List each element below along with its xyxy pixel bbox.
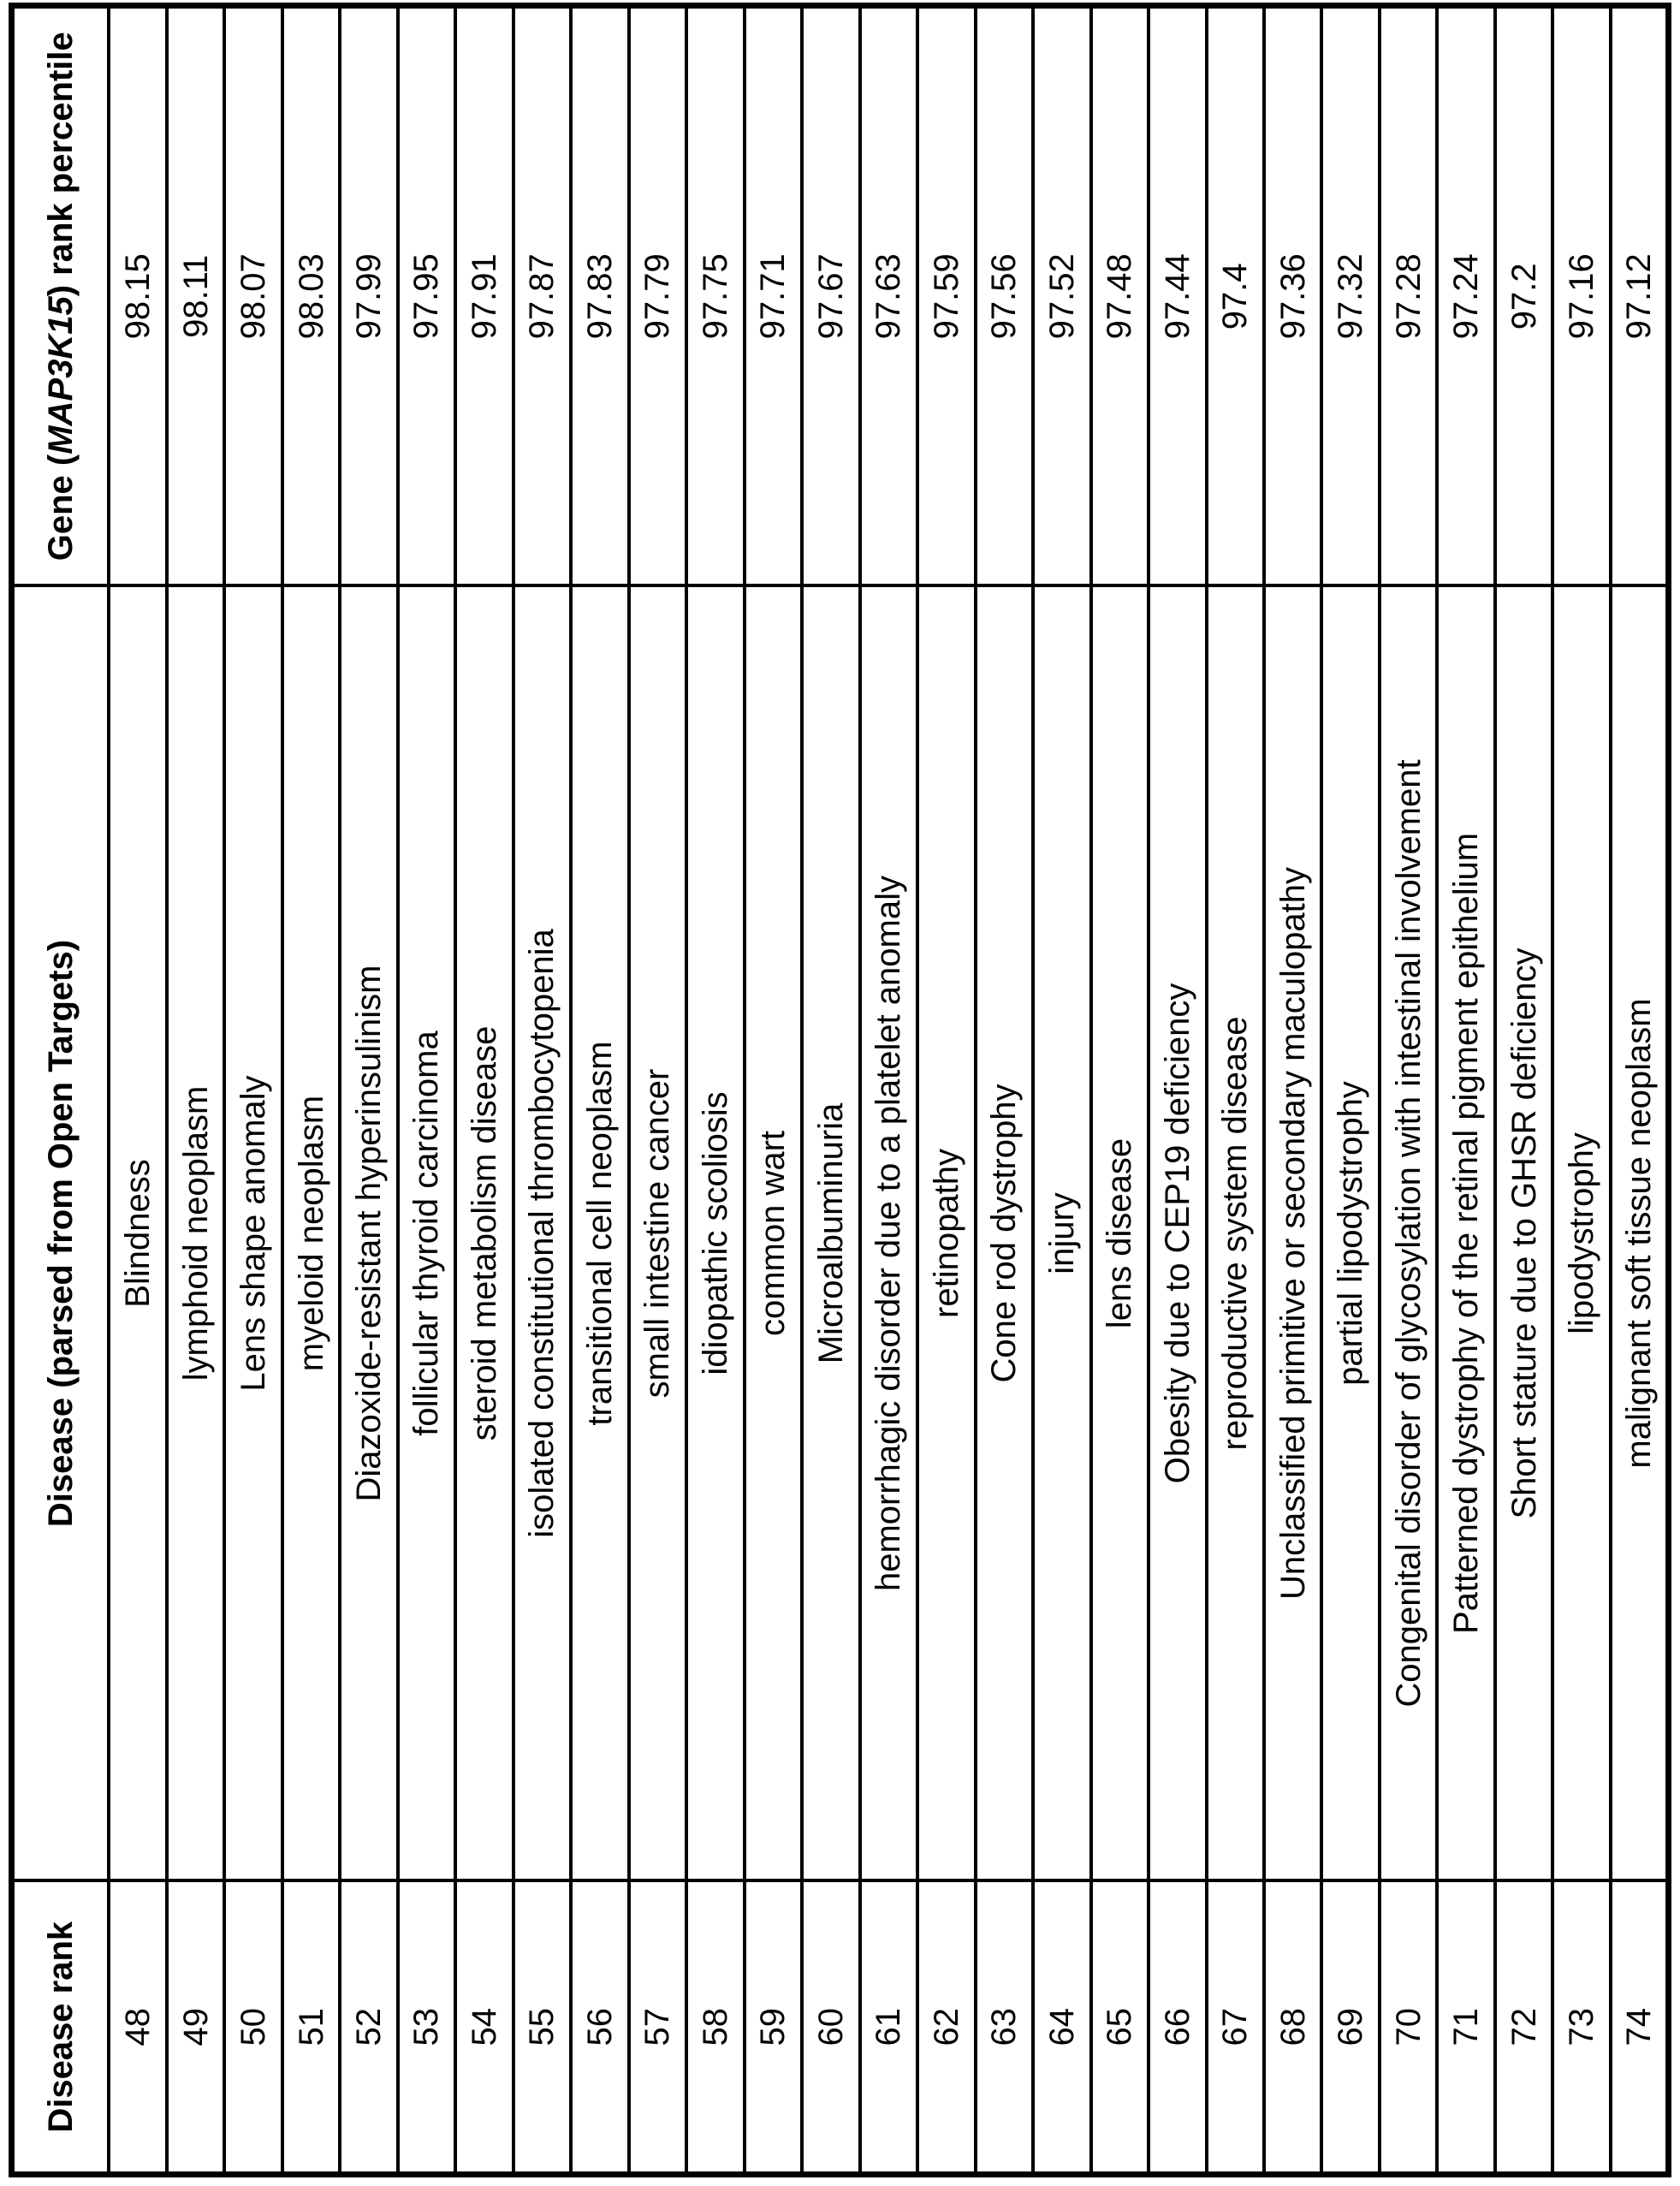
rank-cell: 64 [1033,1881,1090,2175]
table-row [860,6,917,2175]
disease-cell: Lens shape anomaly [224,586,282,1881]
percentile-cell: 97.24 [1437,6,1494,586]
rank-cell: 73 [1552,1881,1610,2175]
disease-cell: Obesity due to CEP19 deficiency [1149,586,1206,1881]
percentile-cell: 97.2 [1495,6,1552,586]
rank-cell: 60 [802,1881,859,2175]
table-row [1321,6,1379,2175]
header-row [12,6,110,2175]
table-row [1033,6,1090,2175]
disease-cell: common wart [745,586,802,1881]
rank-cell: 52 [340,1881,397,2175]
percentile-cell: 97.67 [802,6,859,586]
rank-cell: 71 [1437,1881,1494,2175]
percentile-cell: 97.36 [1264,6,1321,586]
percentile-cell: 97.75 [686,6,744,586]
table-row [340,6,397,2175]
table-row [976,6,1033,2175]
disease-cell: Unclassified primitive or secondary maculopathy [1264,586,1321,1881]
table-row [1437,6,1494,2175]
disease-cell: follicular thyroid carcinoma [398,586,455,1881]
disease-cell: Blindness [109,586,166,1881]
rank-cell: 57 [629,1881,686,2175]
table-row [398,6,455,2175]
disease-cell: retinopathy [917,586,975,1881]
disease-cell: idiopathic scoliosis [686,586,744,1881]
rank-cell: 68 [1264,1881,1321,2175]
disease-cell: small intestine cancer [629,586,686,1881]
rank-cell: 59 [745,1881,802,2175]
percentile-cell: 97.12 [1611,6,1669,586]
rank-cell: 51 [282,1881,340,2175]
gene-header-prefix: Gene ( [42,454,80,561]
rank-cell: 66 [1149,1881,1206,2175]
percentile-cell: 97.63 [860,6,917,586]
percentile-cell: 97.79 [629,6,686,586]
rank-cell: 56 [571,1881,628,2175]
rank-cell: 61 [860,1881,917,2175]
disease-cell: Congenital disorder of glycosylation with intestinal involvement [1380,586,1437,1881]
table-row [1149,6,1206,2175]
percentile-cell: 97.16 [1552,6,1610,586]
header-disease: Disease (parsed from Open Targets) [12,586,110,1881]
disease-cell: isolated constitutional thrombocytopenia [513,586,571,1881]
rank-cell: 55 [513,1881,571,2175]
table-row [282,6,340,2175]
rank-cell: 74 [1611,1881,1669,2175]
rank-cell: 65 [1091,1881,1149,2175]
table-row [917,6,975,2175]
disease-gene-rank-table [9,3,1671,2177]
percentile-cell: 97.83 [571,6,628,586]
gene-name-italic: MAP3K15 [42,296,80,454]
percentile-cell: 98.07 [224,6,282,586]
rank-cell: 67 [1207,1881,1264,2175]
table-row [1264,6,1321,2175]
disease-cell: lens disease [1091,586,1149,1881]
disease-cell: Short stature due to GHSR deficiency [1495,586,1552,1881]
gene-header-suffix: ) rank percentile [42,32,80,297]
disease-cell: myeloid neoplasm [282,586,340,1881]
percentile-cell: 98.03 [282,6,340,586]
percentile-cell: 97.52 [1033,6,1090,586]
percentile-cell: 97.4 [1207,6,1264,586]
table-row [745,6,802,2175]
table-row [1207,6,1264,2175]
disease-cell: lymphoid neoplasm [167,586,224,1881]
percentile-cell: 97.32 [1321,6,1379,586]
rotated-table-wrapper [9,9,1671,2177]
percentile-cell: 97.59 [917,6,975,586]
table-row [109,6,166,2175]
table-row [1495,6,1552,2175]
percentile-cell: 98.11 [167,6,224,586]
disease-cell: malignant soft tissue neoplasm [1611,586,1669,1881]
disease-cell: reproductive system disease [1207,586,1264,1881]
table-row [513,6,571,2175]
rank-cell: 69 [1321,1881,1379,2175]
disease-cell: partial lipodystrophy [1321,586,1379,1881]
table-row [1611,6,1669,2175]
disease-cell: hemorrhagic disorder due to a platelet anomaly [860,586,917,1881]
table-row [455,6,513,2175]
percentile-cell: 97.48 [1091,6,1149,586]
percentile-cell: 98.15 [109,6,166,586]
rank-cell: 62 [917,1881,975,2175]
disease-cell: steroid metabolism disease [455,586,513,1881]
disease-cell: injury [1033,586,1090,1881]
rank-cell: 70 [1380,1881,1437,2175]
percentile-cell: 97.28 [1380,6,1437,586]
disease-cell: Microalbuminuria [802,586,859,1881]
rank-cell: 72 [1495,1881,1552,2175]
table-body [12,6,1669,2175]
percentile-cell: 97.71 [745,6,802,586]
header-disease-rank: Disease rank [12,1881,110,2175]
rank-cell: 50 [224,1881,282,2175]
percentile-cell: 97.56 [976,6,1033,586]
table-row [167,6,224,2175]
disease-cell: Patterned dystrophy of the retinal pigment epithelium [1437,586,1494,1881]
disease-cell: Diazoxide-resistant hyperinsulinism [340,586,397,1881]
disease-cell: transitional cell neoplasm [571,586,628,1881]
table-row [571,6,628,2175]
rank-cell: 54 [455,1881,513,2175]
percentile-cell: 97.91 [455,6,513,586]
rank-cell: 48 [109,1881,166,2175]
table-row [1380,6,1437,2175]
disease-cell: lipodystrophy [1552,586,1610,1881]
header-gene-percentile [12,6,110,586]
table-row [1091,6,1149,2175]
percentile-cell: 97.87 [513,6,571,586]
disease-cell: Cone rod dystrophy [976,586,1033,1881]
rank-cell: 58 [686,1881,744,2175]
table-row [224,6,282,2175]
rank-cell: 53 [398,1881,455,2175]
rank-cell: 63 [976,1881,1033,2175]
table-row [629,6,686,2175]
percentile-cell: 97.99 [340,6,397,586]
rank-cell: 49 [167,1881,224,2175]
percentile-cell: 97.95 [398,6,455,586]
table-row [1552,6,1610,2175]
table-row [686,6,744,2175]
percentile-cell: 97.44 [1149,6,1206,586]
table-row [802,6,859,2175]
